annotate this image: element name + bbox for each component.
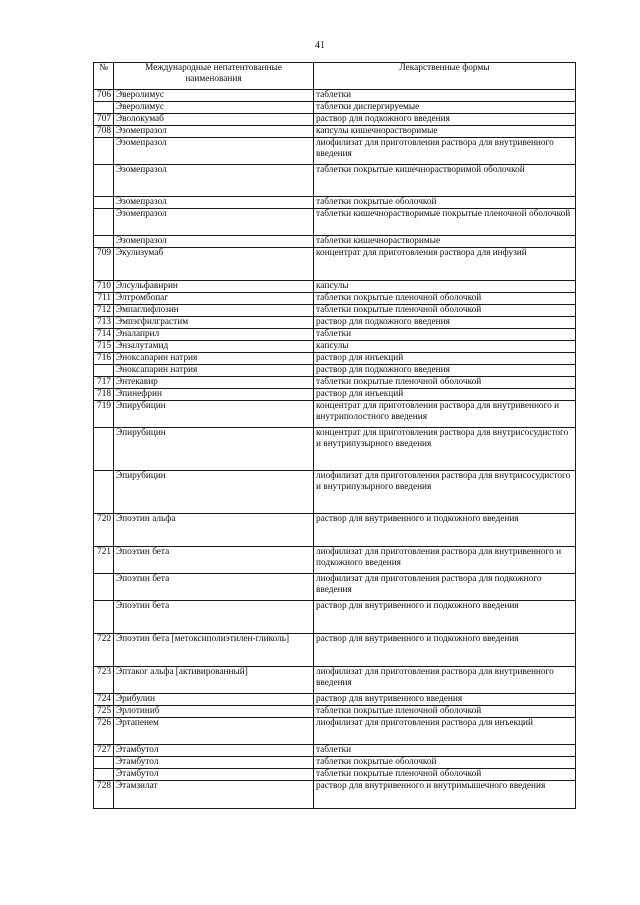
row-form: капсулы кишечнорастворимые [314,126,576,138]
row-name: Эзомепразол [114,236,314,248]
page-number: 41 [315,40,325,51]
header-name: Международные непатентованные наименования [114,63,314,90]
row-form: раствор для внутривенного введения [314,694,576,706]
row-number: 709 [94,248,114,281]
row-name: Энтекавир [114,377,314,389]
row-form: раствор для подкожного введения [314,317,576,329]
row-form: концентрат для приготовления раствора для инфузий [314,248,576,281]
row-name: Энзалутамид [114,341,314,353]
row-form: концентрат для приготовления раствора для внутрисосудистого и внутрипузырного введения [314,428,576,471]
table-row [94,138,576,165]
row-form: раствор для инъекций [314,353,576,365]
table-row [94,634,576,667]
table-row [94,102,576,114]
row-form: таблетки покрытые пленочной оболочкой [314,293,576,305]
row-name: Эпоэтин бета [114,601,314,634]
row-name: Эверолимус [114,90,314,102]
table-row [94,757,576,769]
row-number: 717 [94,377,114,389]
row-name: Эпоэтин бета [метоксиполиэтилен-гликоль] [114,634,314,667]
row-form: раствор для инъекций [314,389,576,401]
row-name: Элсульфавирин [114,281,314,293]
row-number: 723 [94,667,114,694]
drug-table [93,62,576,809]
row-name: Эноксапарин натрия [114,353,314,365]
row-form: раствор для внутривенного и подкожного введения [314,634,576,667]
row-form: лиофилизат для приготовления раствора для подкожного введения [314,574,576,601]
row-number: 725 [94,706,114,718]
row-number: 713 [94,317,114,329]
row-form: лиофилизат для приготовления раствора для внутривенного введения [314,667,576,694]
table-row [94,165,576,197]
row-name: Эпоэтин альфа [114,514,314,547]
table-row [94,329,576,341]
table-row [94,126,576,138]
table-row [94,90,576,102]
row-name: Этамбутол [114,757,314,769]
row-number: 716 [94,353,114,365]
row-number: 712 [94,305,114,317]
row-form: таблетки кишечнорастворимые [314,236,576,248]
row-form: таблетки [314,90,576,102]
row-form: таблетки покрытые пленочной оболочкой [314,377,576,389]
row-name: Элтромбопаг [114,293,314,305]
row-form: таблетки покрытые кишечнорастворимой оболочкой [314,165,576,197]
row-form: таблетки [314,329,576,341]
row-number [94,769,114,781]
table-row [94,781,576,809]
row-number [94,428,114,471]
table-row [94,769,576,781]
row-name: Этамзилат [114,781,314,809]
row-form: таблетки покрытые пленочной оболочкой [314,769,576,781]
row-name: Эноксапарин натрия [114,365,314,377]
row-form: таблетки кишечнорастворимые покрытые пленочной оболочкой [314,209,576,236]
row-number: 718 [94,389,114,401]
table-body [94,90,576,809]
row-number: 722 [94,634,114,667]
row-form: таблетки диспергируемые [314,102,576,114]
row-form: таблетки покрытые пленочной оболочкой [314,706,576,718]
row-name: Эрибулин [114,694,314,706]
row-number: 724 [94,694,114,706]
row-number [94,197,114,209]
row-form: лиофилизат для приготовления раствора для внутривенного введения [314,138,576,165]
row-number: 727 [94,745,114,757]
row-name: Эзомепразол [114,209,314,236]
row-number [94,757,114,769]
row-name: Экулизумаб [114,248,314,281]
row-name: Эзомепразол [114,197,314,209]
row-number [94,365,114,377]
table-row [94,248,576,281]
row-name: Эзомепразол [114,165,314,197]
row-number: 728 [94,781,114,809]
row-number [94,138,114,165]
row-number: 726 [94,718,114,745]
row-name: Эмпаглифлозин [114,305,314,317]
row-name: Эзомепразол [114,126,314,138]
row-name: Эптаког альфа [активированный] [114,667,314,694]
header-form: Лекарственные формы [314,63,576,90]
row-form: лиофилизат для приготовления раствора для внутрисосудистого и внутрипузырного введения [314,471,576,514]
row-number [94,601,114,634]
row-number: 711 [94,293,114,305]
table-row [94,236,576,248]
row-number: 720 [94,514,114,547]
row-name: Эпирубицин [114,401,314,428]
row-number [94,209,114,236]
row-name: Этамбутол [114,745,314,757]
row-number: 710 [94,281,114,293]
row-number [94,165,114,197]
table-row [94,718,576,745]
row-form: капсулы [314,341,576,353]
row-name: Эволокумаб [114,114,314,126]
row-name: Эпинефрин [114,389,314,401]
row-number [94,102,114,114]
table-row [94,365,576,377]
table-row [94,428,576,471]
row-form: раствор для внутривенного и подкожного введения [314,514,576,547]
table-row [94,514,576,547]
row-name: Эпирубицин [114,471,314,514]
row-form: концентрат для приготовления раствора для внутривенного и внутриполостного введения [314,401,576,428]
row-form: раствор для внутривенного и внутримышечного введения [314,781,576,809]
row-name: Эртапенем [114,718,314,745]
table-row [94,706,576,718]
table-row [94,197,576,209]
row-form: лиофилизат для приготовления раствора для внутривенного и подкожного введения [314,547,576,574]
table-row [94,114,576,126]
row-name: Этамбутол [114,769,314,781]
row-name: Эмпэгфилграстим [114,317,314,329]
table-row [94,601,576,634]
row-form: раствор для подкожного введения [314,114,576,126]
row-name: Эверолимус [114,102,314,114]
row-number: 707 [94,114,114,126]
table-row [94,281,576,293]
row-form: таблетки покрытые пленочной оболочкой [314,305,576,317]
row-number: 706 [94,90,114,102]
header-number: № [94,63,114,90]
row-form: таблетки покрытые оболочкой [314,757,576,769]
row-form: лиофилизат для приготовления раствора для инъекций [314,718,576,745]
table-row [94,574,576,601]
table-row [94,745,576,757]
row-name: Эрлотиниб [114,706,314,718]
table-row [94,341,576,353]
row-number [94,574,114,601]
row-number: 714 [94,329,114,341]
row-name: Эпирубицин [114,428,314,471]
table-row [94,377,576,389]
table-row [94,305,576,317]
row-number [94,471,114,514]
table-row [94,547,576,574]
row-name: Эналаприл [114,329,314,341]
row-number: 721 [94,547,114,574]
row-name: Эпоэтин бета [114,574,314,601]
row-name: Эзомепразол [114,138,314,165]
row-number [94,236,114,248]
table-row [94,401,576,428]
row-number: 715 [94,341,114,353]
row-name: Эпоэтин бета [114,547,314,574]
row-number: 719 [94,401,114,428]
table-row [94,694,576,706]
table-row [94,667,576,694]
table-row [94,389,576,401]
table-row [94,471,576,514]
table-row [94,209,576,236]
row-form: таблетки покрытые оболочкой [314,197,576,209]
table-row [94,353,576,365]
row-form: раствор для подкожного введения [314,365,576,377]
table-row [94,317,576,329]
row-form: капсулы [314,281,576,293]
row-number: 708 [94,126,114,138]
row-form: таблетки [314,745,576,757]
table-header-row [94,63,576,90]
row-form: раствор для внутривенного и подкожного введения [314,601,576,634]
table-row [94,293,576,305]
